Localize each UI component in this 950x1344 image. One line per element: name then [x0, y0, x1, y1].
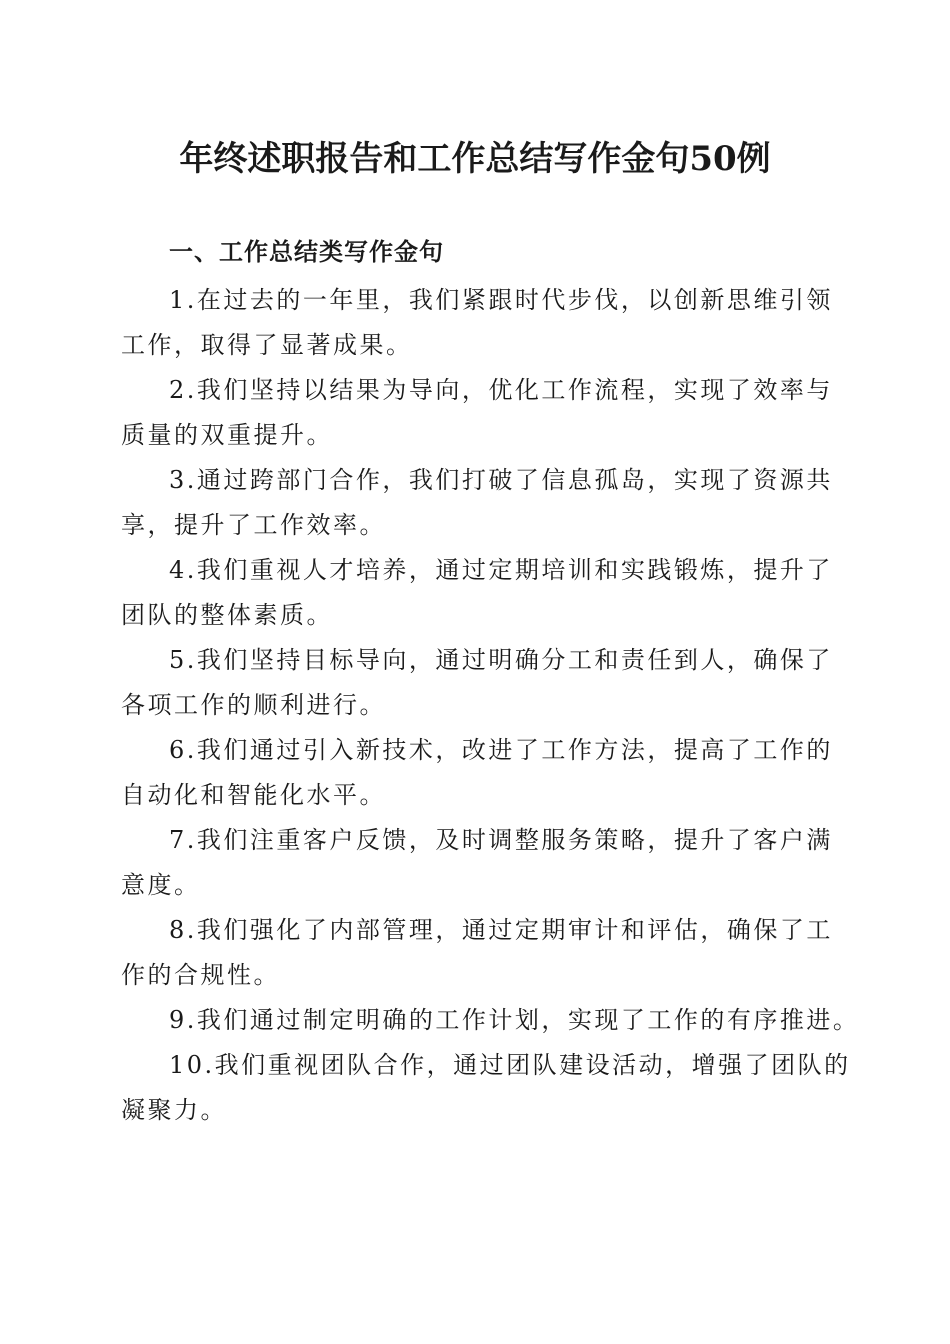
item-line: 8.我们强化了内部管理，通过定期审计和评估，确保了工	[169, 916, 833, 944]
item-line: 工作，取得了显著成果。	[121, 331, 413, 359]
list-item	[121, 908, 833, 998]
list-item	[121, 638, 833, 728]
item-line: 4.我们重视人才培养，通过定期培训和实践锻炼，提升了	[169, 556, 833, 584]
item-line: 6.我们通过引入新技术，改进了工作方法，提高了工作的	[169, 736, 833, 764]
item-line: 团队的整体素质。	[121, 601, 333, 629]
item-line: 5.我们坚持目标导向，通过明确分工和责任到人，确保了	[169, 646, 833, 674]
item-line: 3.通过跨部门合作，我们打破了信息孤岛，实现了资源共	[169, 466, 833, 494]
list-item	[121, 278, 833, 368]
item-line: 享，提升了工作效率。	[121, 511, 386, 539]
quote-list	[121, 278, 860, 1133]
item-line: 各项工作的顺利进行。	[121, 691, 386, 719]
item-line: 作的合规性。	[121, 961, 280, 989]
item-line: 9.我们通过制定明确的工作计划，实现了工作的有序推进。	[169, 1006, 860, 1034]
item-line: 凝聚力。	[121, 1096, 227, 1124]
list-item	[121, 368, 833, 458]
list-item	[121, 458, 833, 548]
document-title: 年终述职报告和工作总结写作金句50例	[179, 139, 771, 179]
list-item	[121, 728, 833, 818]
item-line: 质量的双重提升。	[121, 421, 333, 449]
item-line: 1.在过去的一年里，我们紧跟时代步伐，以创新思维引领	[169, 286, 833, 314]
list-item	[121, 548, 833, 638]
list-item	[121, 1043, 851, 1133]
list-item	[121, 818, 833, 908]
item-line: 7.我们注重客户反馈，及时调整服务策略，提升了客户满	[169, 826, 833, 854]
item-line: 2.我们坚持以结果为导向，优化工作流程，实现了效率与	[169, 376, 833, 404]
item-line: 自动化和智能化水平。	[121, 781, 386, 809]
item-line: 10.我们重视团队合作，通过团队建设活动，增强了团队的	[169, 1051, 851, 1079]
item-line: 意度。	[121, 871, 201, 899]
list-item	[121, 998, 860, 1043]
section-heading: 一、工作总结类写作金句	[169, 238, 444, 266]
